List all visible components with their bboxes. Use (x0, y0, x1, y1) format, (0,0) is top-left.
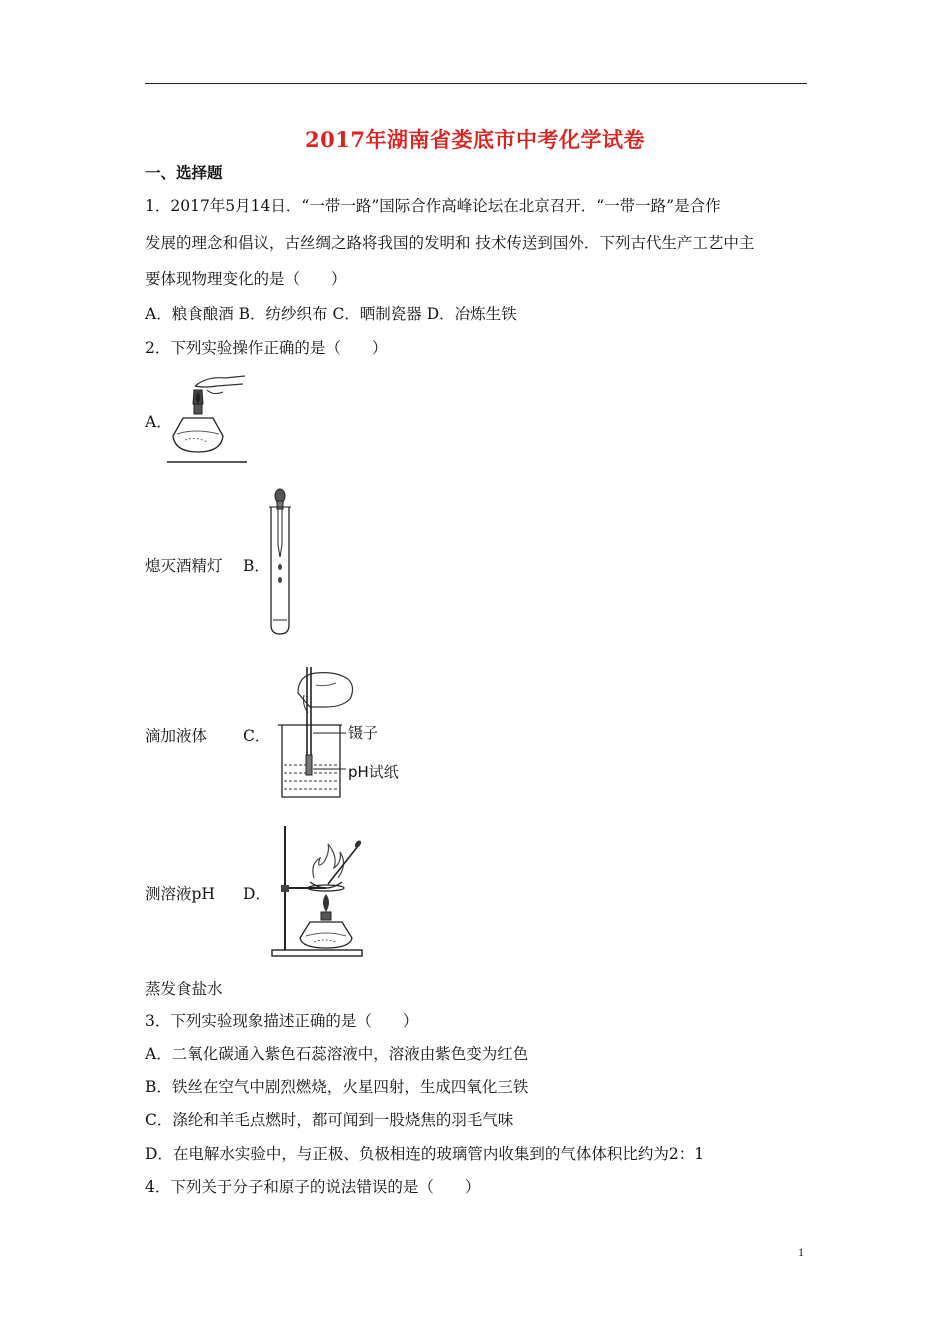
q3-stem: 3．下列实验现象描述正确的是（ ） (145, 1012, 419, 1030)
evaporation-stand-image (266, 822, 366, 960)
q2-b-letter: B． (243, 557, 270, 575)
q2-b-caption: 滴加液体 (145, 727, 208, 745)
q1-line2: 发展的理念和倡议，古丝绸之路将我国的发明和 技术传送到国外．下列古代生产工艺中主 (145, 234, 755, 252)
q3-option-d: D．在电解水实验中，与正极、负极相连的玻璃管内收集到的气体体积比约为2：1 (145, 1145, 705, 1163)
ph-paper-beaker-image (276, 665, 411, 805)
q2-stem: 2．下列实验操作正确的是（ ） (145, 339, 388, 357)
q3-option-b: B．铁丝在空气中剧烈燃烧，火星四射，生成四氧化三铁 (145, 1078, 529, 1096)
q1-line3: 要体现物理变化的是（ ） (145, 270, 347, 288)
q3-option-c: C．涤纶和羊毛点燃时，都可闻到一股烧焦的羽毛气味 (145, 1111, 514, 1129)
section-heading: 一、选择题 (145, 163, 223, 182)
q2-c-letter: C． (243, 727, 271, 745)
q2-d-letter: D． (243, 885, 271, 903)
tweezers-label: 镊子 (348, 724, 379, 742)
alcohol-lamp-extinguish-image (165, 368, 250, 468)
q1-options: A．粮食酿酒 B．纺纱织布 C．晒制瓷器 D．冶炼生铁 (145, 305, 517, 323)
page-title: 2017年湖南省娄底市中考化学试卷 (305, 127, 645, 152)
dropper-test-tube-image (265, 487, 295, 637)
q1-line1: 1．2017年5月14日．“一带一路”国际合作高峰论坛在北京召开．“一带一路”是合作 (145, 197, 721, 215)
header-rule (145, 83, 807, 84)
ph-paper-label: pH试纸 (348, 763, 399, 781)
page-number: 1 (798, 1245, 804, 1259)
q2-a-letter: A． (145, 413, 172, 431)
q4-stem: 4．下列关于分子和原子的说法错误的是（ ） (145, 1178, 481, 1196)
q2-d-caption: 蒸发食盐水 (145, 980, 223, 998)
q2-a-caption: 熄灭酒精灯 (145, 557, 223, 575)
q2-c-caption: 测溶液pH (145, 885, 215, 903)
q3-option-a: A．二氧化碳通入紫色石蕊溶液中，溶液由紫色变为红色 (145, 1045, 529, 1063)
